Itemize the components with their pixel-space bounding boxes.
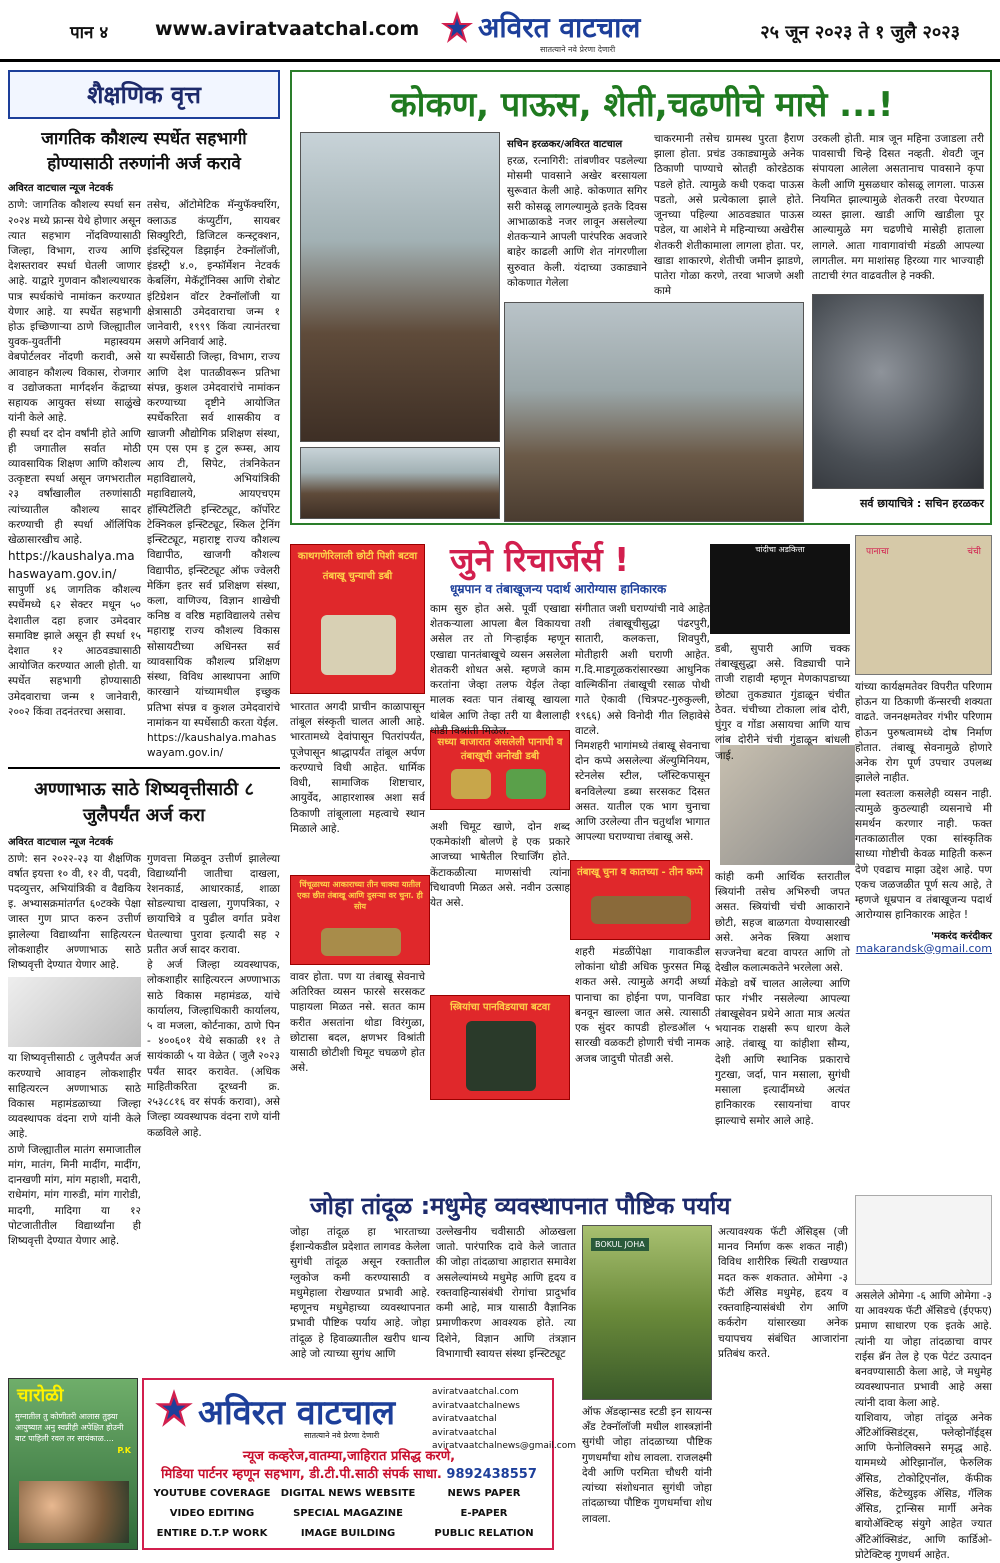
ad-phone[interactable]: 9892438557 [446, 1467, 537, 1482]
paragraph: ऑफ ॲडव्हान्सड स्टडी इन सायन्स ॲंड टेक्नॉलॉजी मधील शास्त्रज्ञांनी सुगंधी जोहा तांदळाच्या पौष्टिक गुणधर्मांचा शोध लावला. राजलक्ष्मी देवी आणि परमिता चौधरी यांनी त्यांच्या संशोधनात सुगंधी जोहा तांदळाच्या पौष्टिक गुणधर्माचा शोध लावला. [582, 1406, 712, 1525]
ad-contacts [432, 1386, 577, 1454]
paragraph: उरकली होती. मात्र जून महिना उजाडला तरी पावसाची चिन्हे दिसत नव्हती. शेवटी जून संपायला आलेला असतानाच पावसाने कृपा केली आणि मुसळधार कोसळू लागला. पाऊस नियमित झाल्यामुळे शेतकरी तरवा पेरण्यात व्यस्त झाला. खाडी आणि खाडीला पूर आल्यामुळे मग चढणीचे मासेही हाताला लागले. आता गावागावांची मंडळी आपल्या लागतील. मग माशांसह हिरव्या गार भाज्याही ताटाची रंगत वाढवतील हे नक्की. [812, 133, 984, 282]
paragraph: सापुर्णी ४६ जागतिक कौशल्य स्पर्धेमध्ये ६२ सेक्टर मधून ५० देशातील दहा हजार उमेदवार समाविष्ट झाले असून ही स्पर्धा १५ देशात १२ आठवड्यासाठी आयोजित करण्यात आली होती. या स्पर्धेत सहभागी होण्यासाठी उमेदवाराचा जन्म १ जानेवारी, २००२ किंवा तदनंतरचा असावा. [8, 584, 141, 718]
masthead [0, 0, 1000, 62]
paragraph: काम सुरु होत असे. पूर्वी एखाद्या शेतकऱ्याला आपला बैल विकायचा असेल तर तो गिऱ्हाईक म्हणून एखाद्या पानतंबाखूचे व्यसन असलेला शेतकरी शोधत असे. म्हणजे काम करतांना जेव्हा तलफ येईल तेव्हा मालक स्वतः पान तंबाखू खायला थांबेल आणि तेव्हा तरी या बैलालाही थोडी विश्रांती मिळेल. [430, 603, 570, 737]
paragraph: संगीतात जशी घराण्यांची नावे आहेत तशी तंबाखूचीसुद्धा पंढरपुरी, सातारी, कलकत्ता, शिवपुरी, मोतीहारी अशी घराणी आहेत. ग.दि.माडगूळकरांसारख्या आधुनिक वाल्मिकींना तंबाखूची रसाळ पोथी गाते ऐकावी (चित्रपट-गुरुकुल्ली, १९६६) असे विनोदी गीत लिहावेसे वाटले. [575, 603, 710, 737]
divider [8, 767, 280, 769]
service-item: PUBLIC RELATION [434, 1528, 534, 1539]
instagram-contact[interactable]: aviratvaatchal [432, 1427, 497, 1438]
service-item: VIDEO EDITING [169, 1508, 255, 1519]
author: 'मकरंद करंदीकर [930, 930, 992, 942]
logo-tagline: सातत्याने नवे प्रेरणा देणारी [540, 45, 616, 54]
twitter-contact[interactable]: aviratvaatchal [432, 1414, 497, 1424]
paragraph: ही स्पर्धा दर दोन वर्षांनी होते आणि ही जगातील सर्वात मोठी व्यावसायिक शिक्षण आणि कौशल्य उत्कृष्टता स्पर्धा असून जगभरातील २३ वर्षांखालील तरुणांसाठी त्यांच्यातील कौशल्य सादर करण्याची ही स्पर्धा ऑलिंपिक खेळासारखीच आहे. [8, 427, 141, 547]
website-contact[interactable]: aviratvaatchal.com [432, 1387, 519, 1397]
tin [321, 615, 396, 675]
charoli-tag: P.K [117, 1445, 131, 1455]
caption: सध्या बाजारात असलेली पानाची व तंबाखूची अनोखी डबी [437, 737, 563, 762]
star-logo-icon [154, 1388, 194, 1428]
charoli-box [8, 1378, 138, 1550]
paragraph: हरळ, रत्नागिरी: तांबणीवर पडलेल्या मोसमी पावसाने अखेर बरसायला सुरूवात केली आहे. कोकणात सगिर सरी कोसळू लागल्यामुळे इतके दिवस आभाळाकडे नजर लावून असलेल्या शेतकऱ्याने आपली पारंपरिक अवजारे बाहेर काढली आणि शेत नांगरणीला सुरुवात केली. यंदाच्या उकाड्याने कोकणात गेलेला [507, 155, 647, 289]
ad-logo [154, 1388, 424, 1438]
star-logo-icon [440, 10, 474, 44]
photo-modern-box [430, 730, 570, 810]
paragraph: मेंकेडो वर्षे चालत आलेल्या आणि फार गंभीर नसलेल्या आपल्या तंबाखूसेवन प्रथेने आता मात्र अत्यंत भयानक राक्षसी रूप धारण केले आहे. तंबाखू या कांहीशा सौम्य, देशी आणि स्थानिक प्रकाराचे गुटखा, जर्दा, पान मसाला, सुगंधी मसाला इत्यादींमध्ये अत्यंत हानिकारक रसायनांचा वापर झाल्याचे समोर आले आहे. [715, 977, 850, 1127]
photo-farmer-sowing [504, 302, 804, 522]
caption: काथगणेरिलाली छोटी पिशी बटवा [297, 551, 418, 562]
photo-chanchi [855, 535, 992, 675]
paragraph: मला स्वतःला कसलेही व्यसन नाही. त्यामुळे कुठल्याही व्यसनाचे मी समर्थन करणार नाही. फक्त गतकाळातील एका सांस्कृतिक साध्या गोष्टीची केवळ माहिती करून देणे एवढाच माझा उद्देश आहे. पण एकच जळजळीत पूर्ण सत्य आहे, ते म्हणजे धूम्रपान व तंबाखूजन्य पदार्थ आरोग्यास हानिकारक आहेत ! [855, 787, 992, 922]
caption: चांदीचा अडकित्ता [755, 545, 805, 554]
paragraph: ठाणे जिल्ह्यातील मातंग समाजातील मांग, मातंग, मिनी मादींग, मादींग, दानखणी मांग, मांग महाशी, मदारी, राधेमांग, मांग गारुडी, मांग गारोडी, मादगी, मादिगा या १२ पोटजातीतील विद्यार्थ्यांना ही शिष्यवृत्ती देण्यात येणार आहे. [8, 1143, 141, 1247]
photo-tobacco-box [290, 544, 425, 694]
label: चंची [967, 547, 981, 557]
headline-scholarship: अण्णाभाऊ साठे शिष्यवृत्तीसाठी ८ जुलैपर्यंत अर्ज करा [34, 779, 254, 827]
paragraph: उल्लेखनीय चवीसाठी ओळखला जातो. पारंपारिक दावे केले जातात की जोहा तांदळाचा आहारात समावेश असलेल्यांमध्ये मधुमेह आणि हृदय व रक्तवाहिन्यासंबंधी रोगांचा प्रादुर्भाव कमी आहे, मात्र यासाठी वैज्ञानिक प्रमाणीकरण आवश्यक होते. त्या दिशेने, विज्ञान आणि तंत्रज्ञान विभागाची स्वायत्त संस्था इन्स्टिट्यूट [436, 1226, 576, 1360]
rechargers-article [290, 530, 992, 1180]
headline-skills: जागतिक कौशल्य स्पर्धेत सहभागी होण्यासाठी तरुणांनी अर्ज करावे [41, 129, 247, 174]
photo-three-cups [290, 875, 430, 965]
paragraph: गुणवत्ता मिळवून उत्तीर्ण झालेल्या विद्यार्थ्यांनी जातीचा दाखला, रेशनकार्ड, आधारकार्ड, शाळा सोडल्याचा दाखला, गुणपत्रिका, २ छायाचित्रे व पुढील वर्गात प्रवेश घेतल्याचा पुरावा इत्यादी सह २ प्रतीत अर्ज सादर करावा. [147, 852, 280, 956]
service-item: ENTIRE D.T.P WORK [156, 1528, 268, 1539]
paragraph: शहरी मंडळींपेक्षा गावाकडील लोकांना थोडी अधिक फुरसत मिळू शकत असे. त्यामुळे अगदी अर्ध्या पानाचा का होईना पण, पानविडा बनवून खाल्ला जात असे. त्यासाठी एक सुंदर कापडी होल्डऑल ५ सारखी वळकटी होणारी चंची नामक अजब जादुची पोतडी असे. [575, 946, 710, 1065]
paragraph: तसेच, ऑटोमेटिक मॅन्युफॅक्चरिंग, क्लाऊड कंप्युटींग, सायबर सिक्युरिटी, डिजिटल कन्स्ट्रक्शन, इंडस्ट्रियल डिझाईन टेक्नॉलॉजी, इंडस्ट्री ४.०, इन्फॉर्मेशन नेटवर्क केबलिंग, मेकॅट्रॉनिक्स आणि रोबोट इंटिग्रेशन वॉटर टेक्नॉलॉजी या क्षेत्रासाठी उमेदवाराचा जन्म १ जानेवारी, १९९९ किंवा त्यानंतरचा असणे अनिवार्य आहे. [147, 199, 280, 349]
ad-box [142, 1378, 577, 1550]
photo-three-compartment [570, 860, 710, 940]
paragraph: निमशहरी भागांमध्ये तंबाखू सेवनाचा दोन कप्पे असलेल्या ॲल्युमिनियम, स्टेनलेस स्टील, प्लॅस्टिकपासून बनविलेल्या डब्या सरसकट दिसत असत. यातील एक भाग चुनाचा आणि उरलेल्या तीन चतुर्थांश भागात आपल्या घराण्याचा तंबाखू असे. [575, 739, 710, 844]
article-subtitle: धूम्रपान व तंबाखूजन्य पदार्थ आरोग्यास हानिकारक [450, 582, 667, 596]
ad-services [144, 1488, 552, 1548]
article-title: जुने रिचार्जर्स ! [450, 540, 630, 579]
paragraph: वावर होता. पण या तंबाखू सेवनाचे अतिरिक्त व्यसन फारसे सरसकट पाहायला मिळत नसे. सतत काम करीत असतांना थोडा विरंगुळा, छोटासा बदल, क्षणभर विश्रांती यासाठी छोटीशी चिमूट चघळणे होत असे. [290, 971, 425, 1075]
service-item: NEWS PAPER [447, 1488, 521, 1499]
ad-logo-tag: सातत्याने नवे प्रेरणा देणारी [304, 1431, 380, 1440]
charoli-title: चारोळी [17, 1385, 64, 1406]
logo-name: अविरत वाटचाल [478, 11, 641, 44]
byline: अविरत वाटचाल न्यूज नेटवर्क [8, 183, 113, 195]
paragraph: हे अर्ज जिल्हा व्यवस्थापक, लोकशाहीर साहित्यरत्न अण्णाभाऊ साठे विकास महामंडळ, यांचे कार्यालय, जिल्हाधिकारी कार्यालय, ५ वा मजला, कोर्टनाका, ठाणे पिन - ४००६०१ येथे सकाळी ११ ते सायंकाळी ५ या वेळेत ( जुलै २०२३ पर्यंत सादर करावेत. (अधिक माहितीकरिता दूरध्वनी क्र. २५३८८१६ वर संपर्क करावा), असे जिल्हा व्यवस्थापक वंदना राणे यांनी कळविले आहे. [147, 959, 280, 1139]
photo-fish [812, 294, 984, 489]
email-contact[interactable]: aviratvaatchalnews@gmail.com [432, 1441, 577, 1451]
article-title: कोकण, पाऊस, शेती,चढणीचे मासे ...! [390, 85, 894, 125]
field-sign: BOKUL JOHA [591, 1238, 649, 1251]
service-item: E-PAPER [460, 1508, 508, 1519]
konkan-article [290, 70, 992, 525]
service-item: SPECIAL MAGAZINE [293, 1508, 403, 1519]
byline: सचिन हरळकर/अविरत वाटचाल [507, 139, 623, 150]
portal-link[interactable]: https://kaushalya.mahaswayam.gov.in/ [147, 731, 277, 760]
paragraph: ठाणे: जागतिक कौशल्य स्पर्धा सन २०२४ मध्ये फ्रान्स येथे होणार असून त्यात सहभाग नोंदविण्यासाठी जिल्हा, विभाग, राज्य आणि देशस्तरावर स्पर्धा घेतली जाणार आहे. याद्वारे गुणवान कौशल्यधारक पात्र स्पर्धकांचे नामांकन करण्यात येणार आहे. या स्पर्धेत सहभागी होऊ इच्छिणाऱ्या ठाणे जिल्ह्यातील युवक-युवतींनी महास्वयम वेबपोर्टलवर नोंदणी करावी, असे आवाहन कौशल्य विकास, रोजगार व उद्योजकता मार्गदर्शन केंद्राच्या सहायक आयुक्त संध्या साळुंखे यांनी केले आहे. [8, 199, 141, 425]
author-email[interactable]: makarandsk@gmail.com [855, 941, 992, 955]
site-url[interactable]: www.aviratvaatchal.com [155, 18, 420, 40]
label: पानाचा [866, 547, 889, 557]
issue-date: २५ जून २०२३ ते १ जुलै २०२३ [760, 22, 960, 43]
photo-writing [8, 977, 141, 1047]
paragraph: याशिवाय, जोहा तांदूळ अनेक अँटिऑक्सिडंट्स, फ्लेव्होनॉईड्स आणि फेनोलिक्सने समृद्ध आहे. याममध्ये ओरिझानॉल, फेरुलिक ॲसिड, टोकोट्रिएनॉल, कॅफीक ॲसिड, कॅटेच्युइक ॲसिड, गॅलिक ॲसिड, ट्रान्सिस मार्गी अनेक बायोॲक्टिव्ह संयुगे आहेत ज्यात अँटिऑक्सिडंट, आणि कार्डिओ-प्रोटेक्टिव्ह गुणधर्म आहेत. [855, 1411, 992, 1561]
caption: चिंचूळाच्या आकाराच्या तीन चाक्या यातील एका छीत तंबाखू आणि दुसऱ्या वर चुना. ही सोय [297, 880, 423, 911]
photo-research-diagram [855, 1195, 992, 1285]
section-title: शैक्षणिक वृत्त [8, 70, 280, 119]
ad-line2-phone [154, 1464, 544, 1482]
article-title: जोहा तांदूळ :मधुमेह व्यवस्थापनात पौष्टिक पर्याय [310, 1192, 731, 1220]
logo [440, 8, 660, 56]
portal-link[interactable]: https://kaushalya.mahaswayam.gov.in/ [8, 549, 135, 581]
service-item: IMAGE BUILDING [300, 1528, 396, 1539]
page-number: पान ४ [70, 23, 109, 43]
photo-field [300, 447, 500, 519]
paragraph: चाकरमानी तसेच ग्रामस्थ पुरता हैराण झाला होता. प्रचंड उकाड्यामुळे अनेक ठिकाणी पाण्याचे स्रोतही कोरडेठाक पडले होते. त्यामुळे कधी एकदा पाऊस पडतो, असे प्रत्येकाला झाले होते. जूनच्या पहिल्या आठवड्यात पाऊस पडेल, या आशेने मे महिन्याच्या अखेरीस शेतकरी शेतीकामाला लागला होता. पर, खाडा शाकारणे, शेतीची जमीन झाडणे, पातेरा गोळा करणे, तरवा भाजणे अशी कामे [654, 133, 804, 298]
paragraph: या स्पर्धेसाठी जिल्हा, विभाग, राज्य आणि देश पातळीवरून प्रतिभा संपन्न, कुशल उमेदवारांचे नामांकन करण्याच्या दृष्टीने आयोजित स्पर्धेकरिता सर्व शासकीय व खाजगी औद्योगिक प्रशिक्षण संस्था, एम एस एम इ टुल रूम्स, आय आय टी, सिपेट, तंत्रनिकेतन महाविद्यालये, अभियांत्रिकी महाविद्यालये, आयएचएम हॉस्पिटॅलिटी इन्स्टिट्यूट, कॉर्पोरेट टेक्निकल इन्स्टिट्यूट, स्किल ट्रेनिंग इन्स्टिट्यूट, महाराष्ट्र राज्य कौशल्य विद्यापीठ, खाजगी कौशल्य विद्यापीठ, इन्स्टिट्यूट ऑफ ज्वेलरी मेकिंग इतर सर्व प्रशिक्षण संस्था, कला, वाणिज्य, विज्ञान शाखेची कनिष्ठ व वरिष्ठ महाविद्यालये तसेच महाराष्ट्र राज्य कौशल्य विकास सोसायटीच्या अधिनस्त सर्व व्यावसायिक कौशल्य प्रशिक्षण संस्था, विविध आस्थापना आणि कारखाने यांच्यामधील इच्छुक प्रतिभा संपन्न व कुशल उमेदवारांचे नामांकन या स्पर्धेसाठी करता येईल. [147, 351, 280, 729]
paragraph: भारतात अगदी प्राचीन काळापासून तांबूल संस्कृती चालत आली आहे. भारतामध्ये देवांपासून पितरांपर्यंत, पूजेपासून श्राद्धापर्यंत तांबूल अर्पण करण्याचे विधी आहेत. धार्मिक विधी, सामाजिक शिष्टाचार, आयुर्वेद, आहारशास्त्र अशा सर्व ठिकाणी तांबूलाला महत्वाचे स्थान मिळाले आहे. [290, 701, 425, 835]
service-item: DIGITAL NEWS WEBSITE [280, 1488, 416, 1499]
ad-logo-name: अविरत वाटचाल [198, 1393, 396, 1433]
photo-credit: सर्व छायाचित्रे : सचिन हरळकर [860, 497, 984, 510]
photo-plough-oxen [300, 132, 500, 442]
byline: अविरत वाटचाल न्यूज नेटवर्क [8, 836, 113, 848]
caption: तंबाखू चुन्याची डबी [322, 571, 393, 582]
ad-line2: मिडिया पार्टनर म्हणून सहभाग, डी.टी.पी.साठी संपर्क साधा. [161, 1467, 442, 1482]
photo-rice-field [582, 1225, 712, 1400]
two-col-text [8, 198, 280, 761]
caption: स्त्रियांचा पानविडयाचा बटवा [450, 1002, 550, 1013]
education-column [8, 70, 280, 1370]
service-item: YOUTUBE COVERAGE [153, 1488, 271, 1499]
paragraph: जोहा तांदूळ हा भारताच्या ईशान्येकडील प्रदेशात लागवड केलेला सुगंधी तांदूळ असून रक्तातील ग्लुकोज कमी करण्यासाठी व मधुमेहाला रोखण्यात प्रभावी आहे. म्हणूनच मधुमेहाच्या व्यवस्थापनात प्रभावी पौष्टिक पर्याय आहे. जोहा तांदूळ हे हिवाळ्यातील खरीप धान्य आहे जो त्याच्या सुगंध आणि [290, 1226, 430, 1360]
paragraph: ठाणे: सन २०२२-२३ या शैक्षणिक वर्षात इयत्ता १० वी, १२ वी, पदवी, पदव्युत्तर, अभियांत्रिकी व वैद्यकिय इ. अभ्यासक्रमांतर्गत ६०टक्के पेक्षा जास्त गुण प्राप्त करुन उत्तीर्ण झालेल्या विद्यार्थ्यांना साहित्यरत्न लोकशाहीर अण्णाभाऊ साठे शिष्यवृत्ती देण्यात येणार आहे. [8, 852, 141, 972]
paragraph: कांही कमी आर्थिक स्तरातील स्त्रियांनी तसेच अभिरुची जपत असत. स्त्रियांची चंची आकाराने छोटी, सहज बाळगता येण्यासारखी असे. अनेक स्त्रिया अशाच सज्जनेचा बटवा वापरत आणि तो देखील कलात्मकतेने भरलेला असे. [715, 871, 850, 975]
paragraph: असलेले ओमेगा -६ आणि ओमेगा -३ या आवश्यक फॅटी ॲसिडचे (ईएफए) प्रमाण साधारण एक इतके आहे. त्यांनी या जोहा तांदळाचा वापर राईस ब्रॅन तेल हे एक पेटंट उत्पादन बनवण्यासाठी केला आहे, जे मधुमेह व्यवस्थापनात प्रभावी आहे असा त्यांनी दावा केला आहे. [855, 1290, 992, 1409]
paragraph: या शिष्यवृत्तीसाठी ८ जुलैपर्यंत अर्ज करण्याचे आवाहन लोकशाहीर साहित्यरत्न अण्णाभाऊ साठे विकास महामंडळाच्या जिल्हा व्यवस्थापक वंदना राणे यांनी केले आहे. [8, 1052, 141, 1141]
photo-couple [19, 1481, 129, 1543]
facebook-contact[interactable]: aviratvaatchalnews [432, 1400, 520, 1411]
ad-line1: न्यूज कव्हरेज,वातम्या,जाहिरात प्रसिद्ध करणे, [242, 1449, 456, 1464]
paragraph: अत्यावश्यक फॅटी ॲसिड्स (जी मानव निर्माण करू शकत नाही) विविध शारीरिक स्थिती राखण्यात मदत करू शकतात. ओमेगा -३ फॅटी ॲसिड मधुमेह, हृदय व रक्तवाहिन्यासंबंधी रोग आणि कर्करोग यांसारख्या अनेक चयापचय संबंधित आजारांना प्रतिबंध करते. [718, 1226, 848, 1360]
charoli-poem: मुग्नातील तु कोणीतरी आलास तुझ्या आयुष्यात अनु स्वप्नीही अपेक्षित होउनी बाट पाहिली रवल तर सायंकाळ.... [15, 1412, 124, 1444]
caption: तंबाखू चुना व कातच्या - तीन कप्पे [577, 867, 703, 878]
paragraph: यांच्या कार्यक्षमतेवर विपरीत परिणाम होऊन या ठिकाणी कॅन्सरची शक्यता वाढते. जननक्षमतेवर गंभीर परिणाम होऊन पुरुषत्वामध्ये दोष निर्माण होतात. तंबाखू सेवनामुळे होणारे अनेक रोग पूर्ण उपचार उपलब्ध झालेले नाहीत. [855, 681, 992, 785]
paragraph: डबी, सुपारी आणि चक्क तंबाखूसुद्धा असे. विड्याची पाने ताजी राहावी म्हणून मेणकापडाच्या छोट्या तुकड्यात गुंडाळून चंचीत ठेवत. चंचीच्या टोकाला लांब दोरी, घुंगुर व गोंडा असायचा आणि याच लांब दोरीने चंची गुंडाळून बांधली जाई. [715, 643, 850, 762]
paragraph: अशी चिमूट खाणे, दोन शब्द एकमेकांशी बोलणे हे एक प्रकारे आजच्या भाषेतील रिचार्जिंग होते. केंटाकळीत्या माणसांची त्यांना चिथावणी मिळत असे. नवीन उत्साह येत असे. [430, 821, 570, 910]
photo-women-pouch [430, 995, 570, 1100]
